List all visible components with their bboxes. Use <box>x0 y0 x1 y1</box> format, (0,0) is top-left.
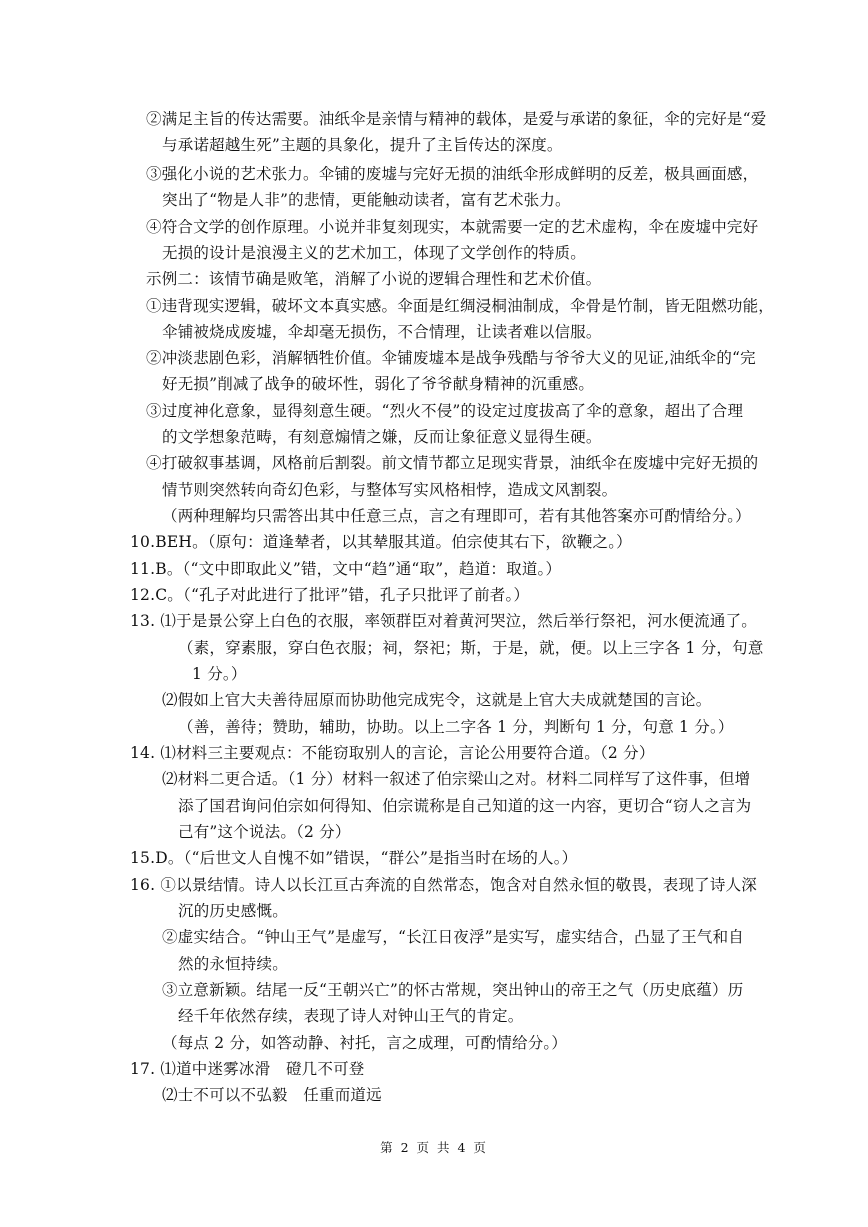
text-line: 13. ⑴于是景公穿上白色的衣服，率领群臣对着黄河哭泣，然后举行祭祀，河水便流通了。 <box>130 612 757 630</box>
text-line: ③强化小说的艺术张力。伞铺的废墟与完好无损的油纸伞形成鲜明的反差，极具画面感， <box>146 165 759 183</box>
text-line: 添了国君询问伯宗如何得知、伯宗谎称是自己知道的这一内容，更切合“窃人之言为 <box>178 797 752 815</box>
text-line: 12.C。（“孔子对此进行了批评”错，孔子只批评了前者。） <box>130 586 530 604</box>
text-line: （善，善待；赞助，辅助，协助。以上二字各 1 分，判断句 1 分，句意 1 分。） <box>178 718 734 736</box>
text-line: 己有”这个说法。（2 分） <box>178 823 351 841</box>
text-line: ②虚实结合。“钟山王气”是虚写，“长江日夜浮”是实写，虚实结合，凸显了王气和自 <box>162 928 744 946</box>
text-line: ③立意新颖。结尾一反“王朝兴亡”的怀古常规，突出钟山的帝王之气（历史底蕴）历 <box>162 981 744 999</box>
text-line: 然的永恒持续。 <box>178 955 288 973</box>
text-line: 无损的设计是浪漫主义的艺术加工，体现了文学创作的特质。 <box>162 244 586 262</box>
text-line: 与承诺超越生死”主题的具象化，提升了主旨传达的深度。 <box>162 136 563 154</box>
text-line: 伞铺被烧成废墟，伞却毫无损伤，不合情理，让读者难以信服。 <box>162 323 602 341</box>
text-line: ②冲淡悲剧色彩，消解牺牲价值。伞铺废墟本是战争残酷与爷爷大义的见证,油纸伞的“完 <box>146 349 756 367</box>
text-line: （两种理解均只需答出其中任意三点，言之有理即可，若有其他答案亦可酌情给分。） <box>162 507 751 525</box>
text-line: ④符合文学的创作原理。小说并非复刻现实，本就需要一定的艺术虚构，伞在废墟中完好 <box>146 218 759 236</box>
text-line: 情节则突然转向奇幻色彩，与整体写实风格相悖，造成文风割裂。 <box>162 481 618 499</box>
text-line: ⑵假如上官大夫善待屈原而协助他完成宪令，这就是上官大夫成就楚国的言论。 <box>162 691 712 709</box>
text-line: （每点 2 分，如答动静、衬托，言之成理，可酌情给分。） <box>162 1034 568 1052</box>
text-line: 好无损”削减了战争的破坏性，弱化了爷爷献身精神的沉重感。 <box>162 375 595 393</box>
text-line: 沉的历史感慨。 <box>178 902 288 920</box>
text-line: 17. ⑴道中迷雾冰滑 磴几不可登 <box>130 1060 365 1078</box>
text-line: ②满足主旨的传达需要。油纸伞是亲情与精神的载体，是爱与承诺的象征，伞的完好是“爱 <box>146 110 767 128</box>
page-number: 第 2 页 共 4 页 <box>380 1140 488 1155</box>
text-line: ①违背现实逻辑，破坏文本真实感。伞面是红绸浸桐油制成，伞骨是竹制，皆无阻燃功能， <box>146 297 775 315</box>
text-line: ⑵士不可以不弘毅 任重而道远 <box>162 1086 382 1104</box>
text-line: ③过度神化意象，显得刻意生硬。“烈火不侵”的设定过度拔高了伞的意象，超出了合理 <box>146 402 744 420</box>
text-line: （素，穿素服，穿白色衣服；祠，祭祀；斯，于是，就，便。以上三字各 1 分，句意 <box>178 639 764 657</box>
text-line: 经千年依然存续，表现了诗人对钟山王气的肯定。 <box>178 1007 524 1025</box>
text-line: 15.D。（“后世文人自愧不如”错误，“群公”是指当时在场的人。） <box>130 849 578 867</box>
text-line: 10.BEH。（原句：道逢辇者，以其辇服其道。伯宗使其右下，欲鞭之。） <box>130 533 632 551</box>
text-line: 16. ①以景结情。诗人以长江亘古奔流的自然常态，饱含对自然永恒的敬畏，表现了诗人深 <box>130 876 757 894</box>
text-line: 的文学想象范畴，有刻意煽情之嫌，反而让象征意义显得生硬。 <box>162 428 602 446</box>
text-line: 11.B。（“文中即取此义”错，文中“趋”通“取”，趋道：取道。） <box>130 560 562 578</box>
text-line: 示例二：该情节确是败笔，消解了小说的逻辑合理性和艺术价值。 <box>146 270 602 288</box>
text-line: 突出了“物是人非”的悲情，更能触动读者，富有艺术张力。 <box>162 191 571 209</box>
text-line: 14. ⑴材料三主要观点：不能窃取别人的言论，言论公用要符合道。（2 分） <box>130 744 655 762</box>
text-line: 1 分。） <box>192 665 247 683</box>
text-line: ⑵材料二更合适。（1 分）材料一叙述了伯宗梁山之对。材料二同样写了这件事，但增 <box>162 770 751 788</box>
text-line: ④打破叙事基调，风格前后割裂。前文情节都立足现实背景，油纸伞在废墟中完好无损的 <box>146 454 759 472</box>
